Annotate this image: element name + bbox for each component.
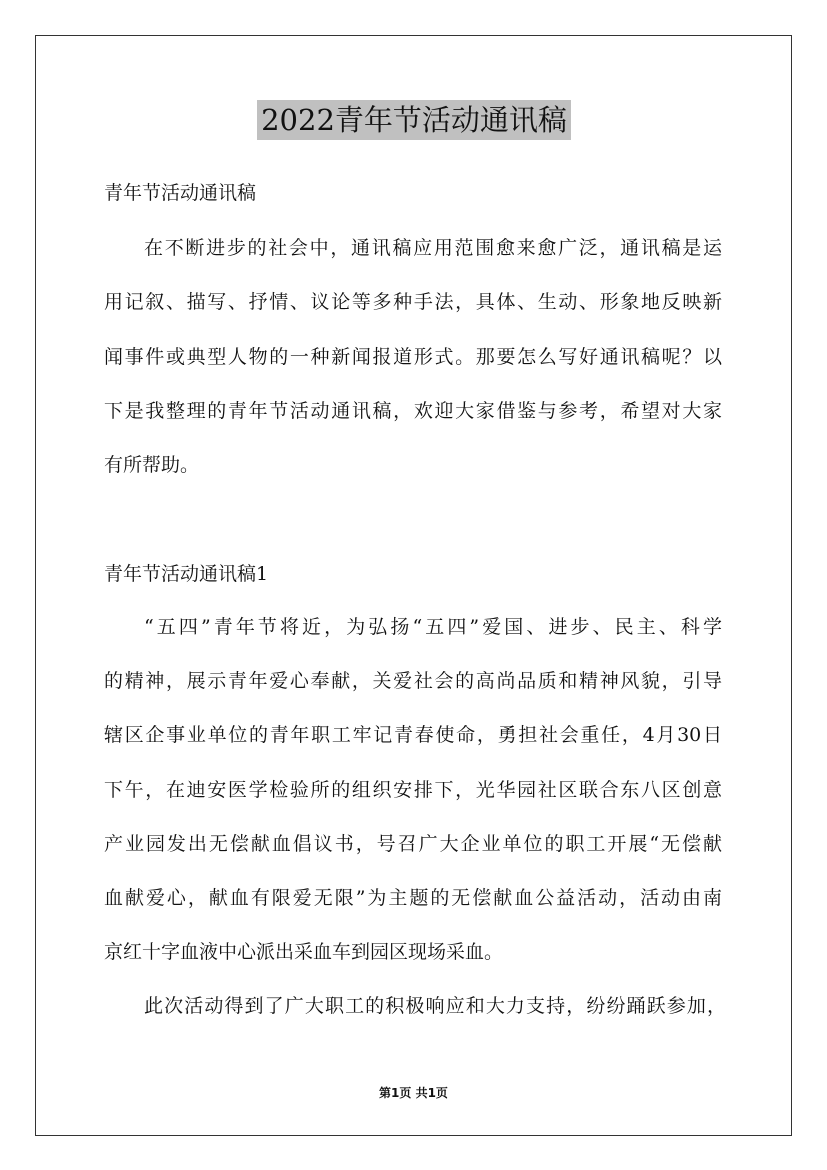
paragraph-line: 辖区企事业单位的青年职工牢记青春使命，勇担社会重任，4月30日 — [104, 724, 722, 746]
paragraph-line: 产业园发出无偿献血倡议书，号召广大企业单位的职工开展“无偿献 — [104, 833, 722, 855]
paragraph-line: 京红十字血液中心派出采血车到园区现场采血。 — [104, 941, 504, 963]
paragraph-line: 下午，在迪安医学检验所的组织安排下，光华园社区联合东八区创意 — [104, 779, 722, 801]
paragraph-line: 下是我整理的青年节活动通讯稿，欢迎大家借鉴与参考，希望对大家 — [104, 400, 722, 422]
paragraph-line: 闻事件或典型人物的一种新闻报道形式。那要怎么写好通讯稿呢？以 — [104, 346, 722, 368]
paragraph-line: “五四”青年节将近，为弘扬“五四”爱国、进步、民主、科学 — [144, 616, 722, 638]
section-heading: 青年节活动通讯稿 — [104, 182, 257, 204]
paragraph-line: 有所帮助。 — [104, 454, 200, 476]
paragraph-line: 此次活动得到了广大职工的积极响应和大力支持，纷纷踊跃参加， — [144, 995, 726, 1017]
paragraph-line: 血献爱心，献血有限爱无限”为主题的无偿献血公益活动，活动由南 — [104, 887, 722, 909]
section-heading: 青年节活动通讯稿1 — [104, 563, 269, 585]
paragraph-line: 的精神，展示青年爱心奉献，关爱社会的高尚品质和精神风貌，引导 — [104, 670, 722, 692]
page-footer: 第1页 共1页 — [379, 1086, 448, 1100]
paragraph-line: 用记叙、描写、抒情、议论等多种手法，具体、生动、形象地反映新 — [104, 291, 722, 313]
document-title: 2022青年节活动通讯稿 — [257, 100, 571, 140]
paragraph-line: 在不断进步的社会中，通讯稿应用范围愈来愈广泛，通讯稿是运 — [144, 237, 722, 259]
